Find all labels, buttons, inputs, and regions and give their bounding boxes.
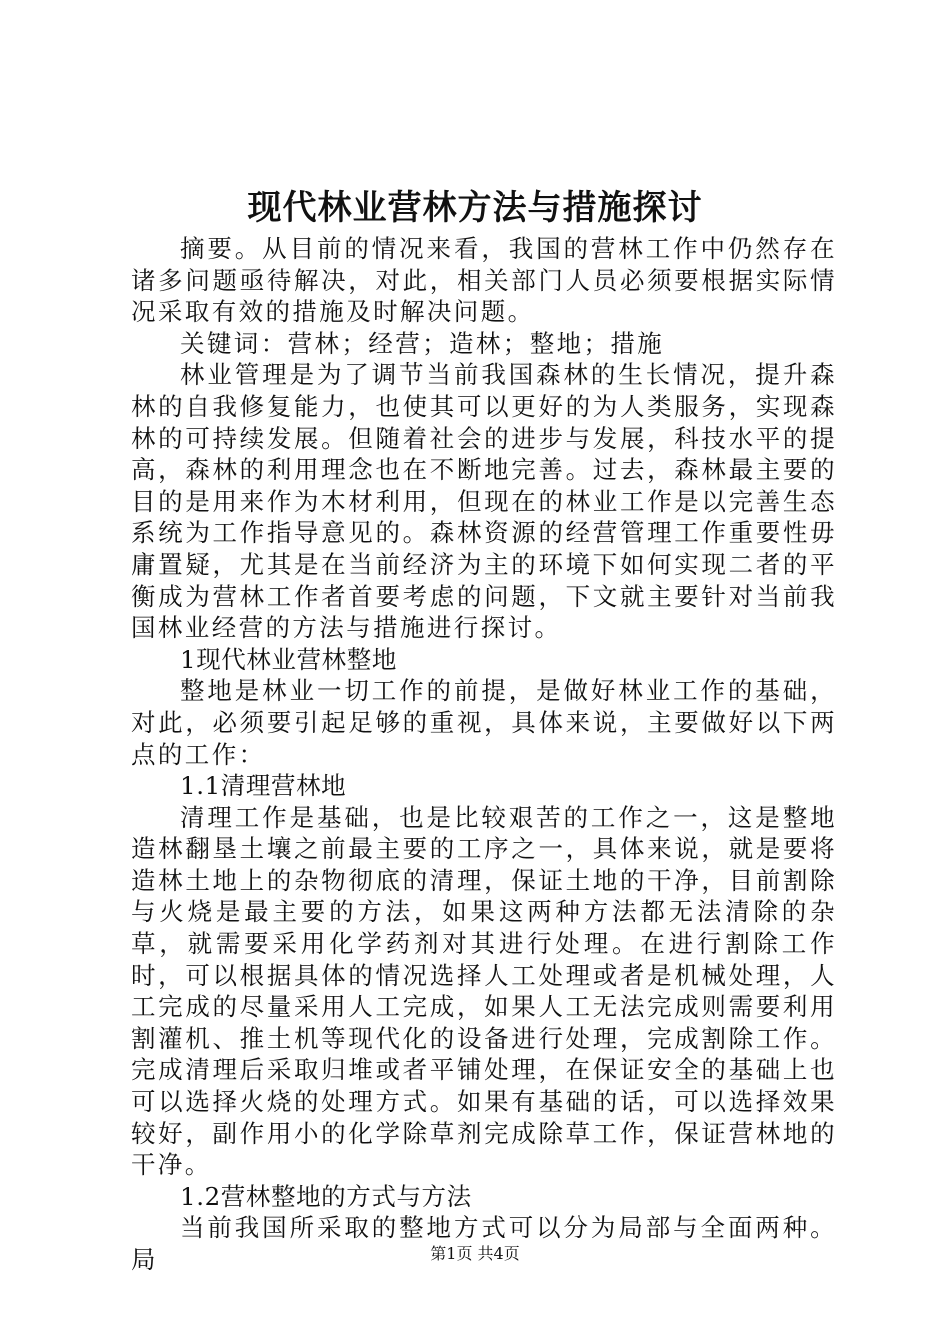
document-body [131,233,837,1276]
subsection-heading-1-2: 1.2营林整地的方式与方法 [180,1181,472,1211]
intro-paragraph: 林业管理是为了调节当前我国森林的生长情况，提升森林的自我修复能力，也使其可以更好的为人类服务，实现森林的可持续发展。但随着社会的进步与发展，科技水平的提高，森林的利用理念也在不断地完善。过去，森林最主要的目的是用来作为木材利用，但现在的林业工作是以完善生态系统为工作指导意见的。森林资源的经营管理工作重要性毋庸置疑，尤其是在当前经济为主的环境下如何实现二者的平衡成为营林工作者首要考虑的问题，下文就主要针对当前我国林业经营的方法与措施进行探讨。 [131,360,837,643]
document-title: 现代林业营林方法与措施探讨 [247,188,703,228]
subsection-1-1-paragraph: 清理工作是基础，也是比较艰苦的工作之一，这是整地造林翻垦土壤之前最主要的工序之一，具体来说，就是要将造林土地上的杂物彻底的清理，保证土地的干净，目前割除与火烧是最主要的方法，如果这两种方法都无法清除的杂草，就需要采用化学药剂对其进行处理。在进行割除工作时，可以根据具体的情况选择人工处理或者是机械处理，人工完成的尽量采用人工完成，如果人工无法完成则需要利用割灌机、推土机等现代化的设备进行处理，完成割除工作。完成清理后采取归堆或者平铺处理，在保证安全的基础上也可以选择火烧的处理方式。如果有基础的话，可以选择效果较好，副作用小的化学除草剂完成除草工作，保证营林地的干净。 [131,802,837,1180]
subsection-1-2-paragraph: 当前我国所采取的整地方式可以分为局部与全面两种。局 [131,1213,837,1274]
abstract-paragraph: 摘要。从目前的情况来看，我国的营林工作中仍然存在诸多问题亟待解决，对此，相关部门人员必须要根据实际情况采取有效的措施及时解决问题。 [131,234,837,327]
subsection-heading-1-1: 1.1清理营林地 [180,771,347,801]
keywords-paragraph: 关键词：营林；经营；造林；整地；措施 [180,328,665,358]
section-heading-1: 1现代林业营林整地 [180,644,397,674]
section-1-paragraph: 整地是林业一切工作的前提，是做好林业工作的基础，对此，必须要引起足够的重视，具体来说，主要做好以下两点的工作： [131,676,837,769]
page-footer: 第1页 共4页 [430,1244,520,1263]
